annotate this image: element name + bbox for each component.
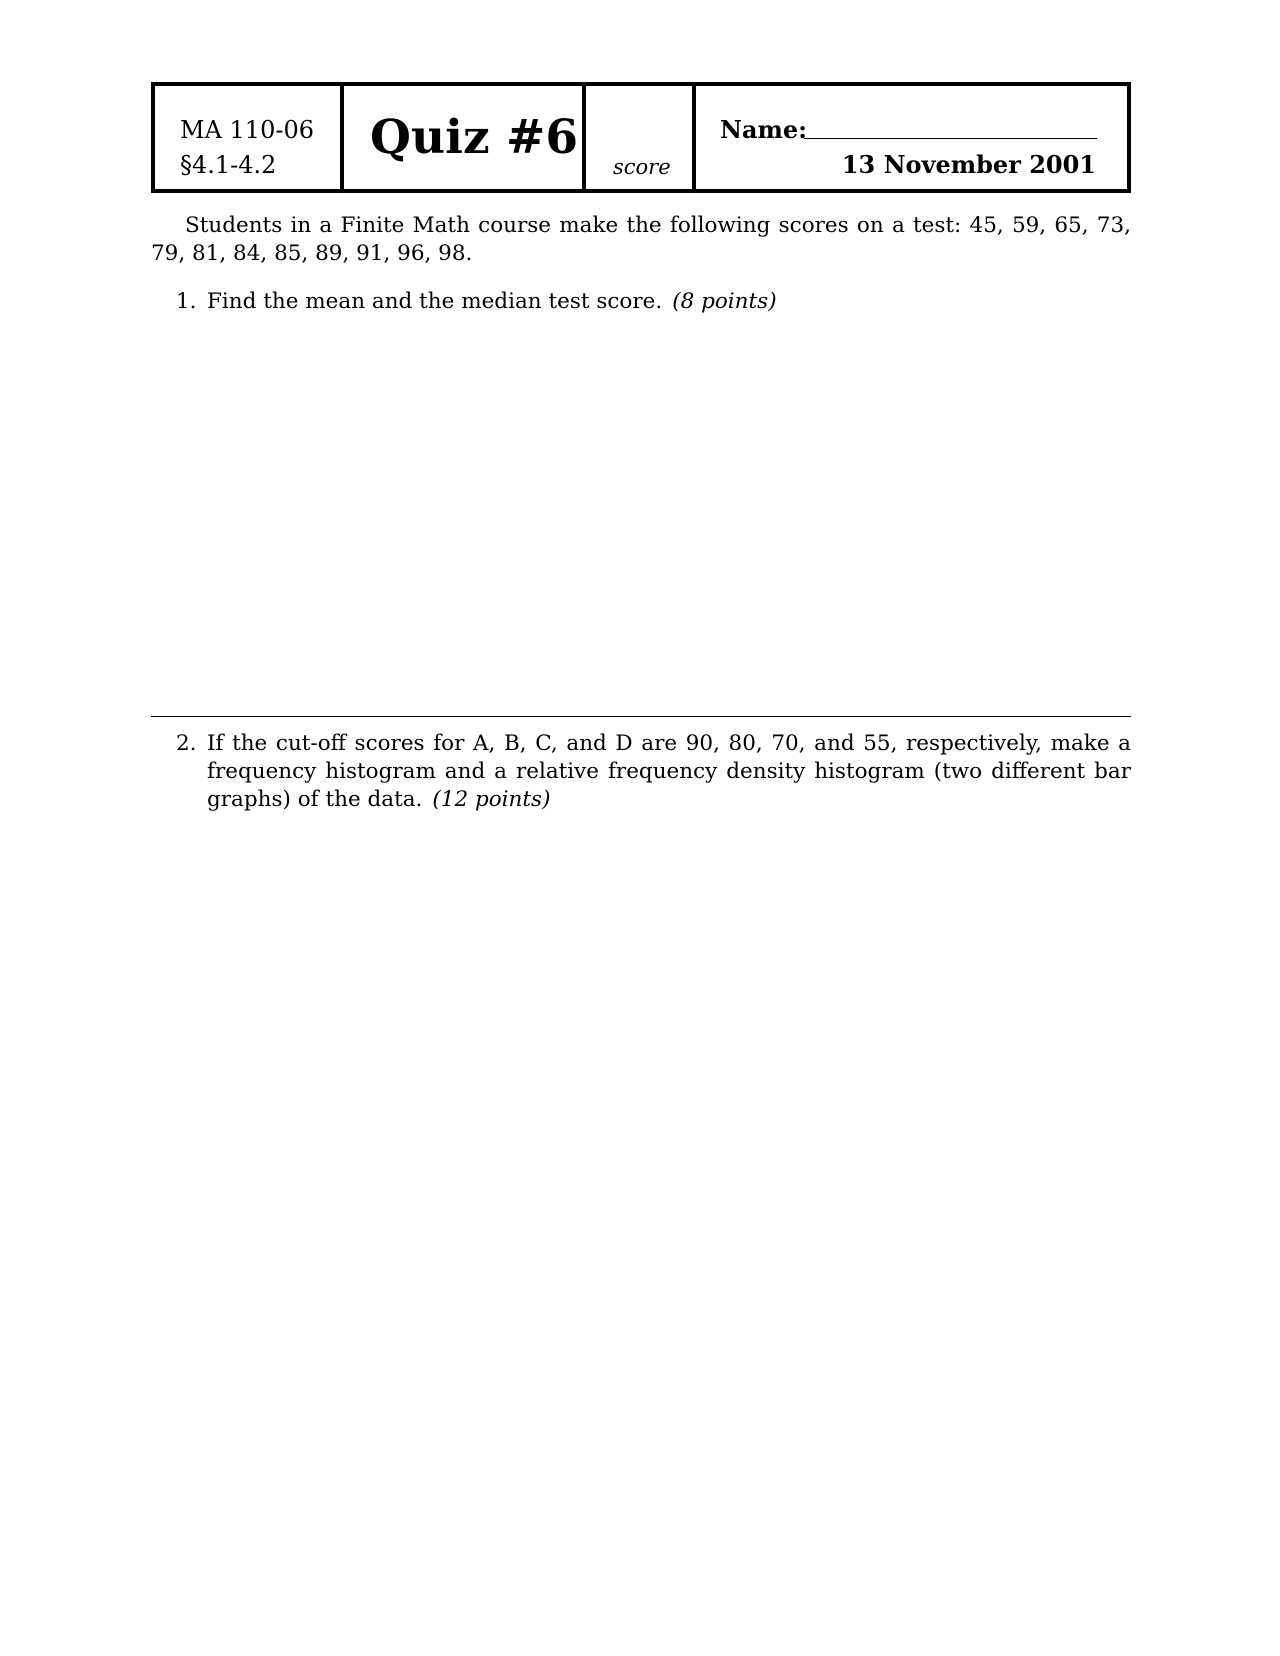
score-label: score xyxy=(613,155,671,179)
section-divider xyxy=(151,716,1131,717)
name-date-cell xyxy=(692,86,1127,189)
question-number: 2. xyxy=(176,731,197,756)
name-blank-line[interactable] xyxy=(804,138,1097,139)
question-body xyxy=(207,288,1131,316)
quiz-header xyxy=(151,82,1131,193)
question-text: Find the mean and the median test score. xyxy=(207,289,663,314)
course-code: MA 110-06 xyxy=(180,116,314,144)
score-cell xyxy=(582,86,692,189)
section-range: §4.1-4.2 xyxy=(180,151,277,179)
quiz-date: 13 November 2001 xyxy=(841,150,1096,179)
name-label: Name: xyxy=(720,115,808,144)
question-points: (12 points) xyxy=(432,787,551,812)
title-cell xyxy=(340,86,582,189)
problem-intro: Students in a Finite Math course make the following scores on a test: 45, 59, 65, 73, 79, 81, 84, 85, 89, 91, 96, 98. xyxy=(151,213,1131,266)
quiz-title: Quiz #6 xyxy=(370,110,579,165)
question-2 xyxy=(151,730,1131,814)
course-info-cell xyxy=(155,86,340,189)
question-number: 1. xyxy=(176,289,197,314)
question-text: If the cut-off scores for A, B, C, and D are 90, 80, 70, and 55, respectively, make a frequency histogram and a relative frequency density histogram (two different bar graphs) of the data. xyxy=(207,731,1131,812)
question-1 xyxy=(151,288,1131,316)
question-points: (8 points) xyxy=(672,289,777,314)
question-body xyxy=(207,730,1131,814)
